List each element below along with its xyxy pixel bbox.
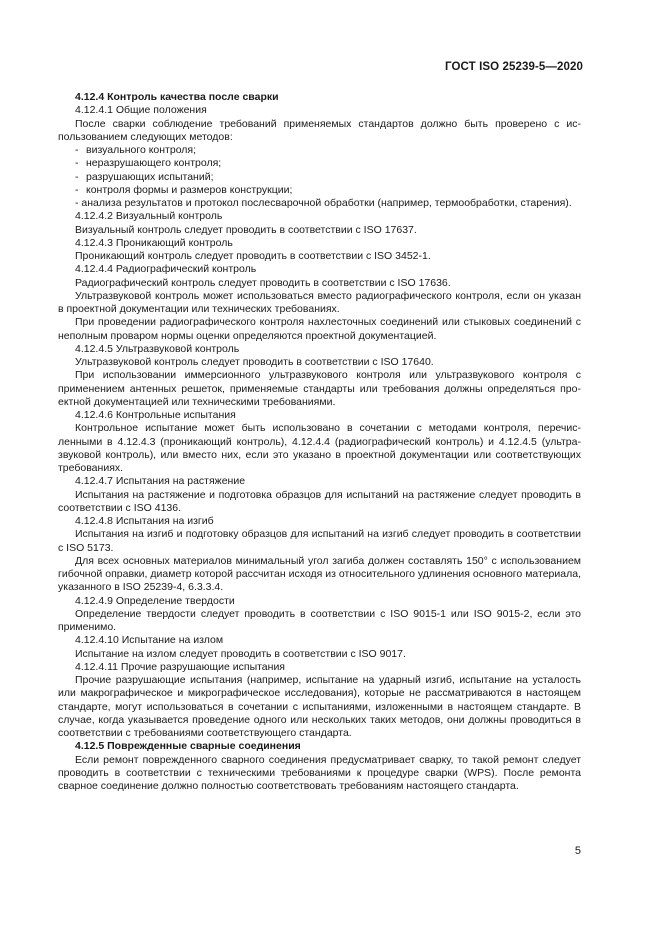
section-4-12-4-6-text: Контрольное испытание может быть использовано в сочетании с методами контроля, перечисленными в 4.12.4.3 (проникающий контроль), 4.12.4.4 (радиографический контроль) и 4.12.4.5 (ультразвуковой контроль), или вместо них, если это указано в проектной документации или соответствующих требованиях.	[58, 422, 581, 474]
section-4-12-4-2-text: Визуальный контроль следует проводить в соответствии с ISO 17637.	[75, 223, 417, 236]
section-4-12-4-10-title: 4.12.4.10 Испытание на излом	[75, 634, 224, 647]
section-4-12-4-title: 4.12.4 Контроль качества после сварки	[75, 91, 279, 103]
section-4-12-4-11-title: 4.12.4.11 Прочие разрушающие испытания	[75, 660, 285, 673]
section-4-12-4-8-text-1: Испытания на изгиб и подготовку образцов для испытаний на изгиб следует проводить в соответствии с ISO 5173.	[58, 528, 581, 554]
section-4-12-4-4-text-2: Ультразвуковой контроль может использоваться вместо радиографического контроля, если он указан в проектной документации или технических требованиях.	[58, 289, 581, 315]
section-4-12-4-10-text: Испытание на излом следует проводить в соответствии с ISO 9017.	[75, 647, 406, 660]
methods-list-item: - контроля формы и размеров конструкции;	[75, 183, 293, 196]
section-4-12-4-4-text-1: Радиографический контроль следует проводить в соответствии с ISO 17636.	[75, 276, 451, 289]
document-body	[58, 91, 581, 793]
methods-list-item-last: - анализа результатов и протокол послесварочной обработки (например, термообработки, старения).	[75, 197, 572, 209]
section-4-12-4-7-title: 4.12.4.7 Испытания на растяжение	[75, 475, 246, 488]
section-4-12-4-6-title: 4.12.4.6 Контрольные испытания	[75, 409, 236, 421]
section-4-12-4-9-title: 4.12.4.9 Определение твердости	[75, 594, 235, 607]
section-4-12-4-1-text: После сварки соблюдение требований применяемых стандартов должно быть проверено с использованием следующих методов:	[58, 117, 581, 143]
section-4-12-4-5-title: 4.12.4.5 Ультразвуковой контроль	[75, 342, 240, 355]
section-4-12-4-11-text: Прочие разрушающие испытания (например, испытание на ударный изгиб, испытание на усталость или макрографическое и микрографическое исследования), которые не рассматриваются в настоящем стандарте, могут использоваться в сочетании с испытаниями, изложенными в настоящем стандарте. В случае, когда указывается проведение одного или нескольких таких методов, они должны проводиться в соответствии с требованиями соответствующего стандарта.	[58, 674, 581, 739]
section-4-12-4-5-text-1: Ультразвуковой контроль следует проводить в соответствии с ISO 17640.	[75, 356, 434, 368]
section-4-12-4-8-title: 4.12.4.8 Испытания на изгиб	[75, 515, 214, 527]
page-number: 5	[574, 845, 581, 857]
section-4-12-4-5-text-2: При использовании иммерсионного ультразвукового контроля или ультразвукового контроля с применением антенных решеток, применяемые стандарты или требования должны определяться проектной документацией или техническими требованиями.	[58, 369, 581, 408]
section-4-12-4-7-text: Испытания на растяжение и подготовка образцов для испытаний на растяжение следует проводить в соответствии с ISO 4136.	[58, 488, 581, 514]
section-4-12-5-text: Если ремонт поврежденного сварного соединения предусматривает сварку, то такой ремонт следует проводить в соответствии с техническими требованиями к процедуре сварки (WPS). После ремонта сварное соединение должно полностью соответствовать требованиям настоящего стандарта.	[58, 753, 581, 792]
section-4-12-4-9-text: Определение твердости следует проводить в соответствии с ISO 9015-1 или ISO 9015-2, если это применимо.	[58, 607, 581, 633]
section-4-12-4-1-title: 4.12.4.1 Общие положения	[75, 104, 207, 117]
section-4-12-4-4-title: 4.12.4.4 Радиографический контроль	[75, 263, 257, 276]
section-4-12-5-title: 4.12.5 Поврежденные сварные соединения	[75, 740, 301, 753]
section-4-12-4-3-text: Проникающий контроль следует проводить в соответствии с ISO 3452-1.	[75, 250, 431, 262]
methods-list-item: - разрушающих испытаний;	[75, 170, 214, 183]
section-4-12-4-2-title: 4.12.4.2 Визуальный контроль	[75, 210, 223, 223]
methods-list-item: - визуального контроля;	[75, 144, 197, 156]
section-4-12-4-3-title: 4.12.4.3 Проникающий контроль	[75, 236, 233, 249]
methods-list-item: - неразрушающего контроля;	[75, 157, 222, 170]
section-4-12-4-8-text-2: Для всех основных материалов минимальный угол загиба должен составлять 150° с использованием гибочной оправки, диаметр которой рассчитан исходя из относительного удлинения основного материала, указанного в ISO 25239-4, 6.3.3.4.	[58, 554, 581, 594]
section-4-12-4-4-text-3: При проведении радиографического контроля нахлесточных соединений или стыковых соединений с неполным проваром нормы оценки определяются проектной документацией.	[58, 316, 581, 342]
standard-header: ГОСТ ISO 25239-5—2020	[445, 61, 583, 73]
